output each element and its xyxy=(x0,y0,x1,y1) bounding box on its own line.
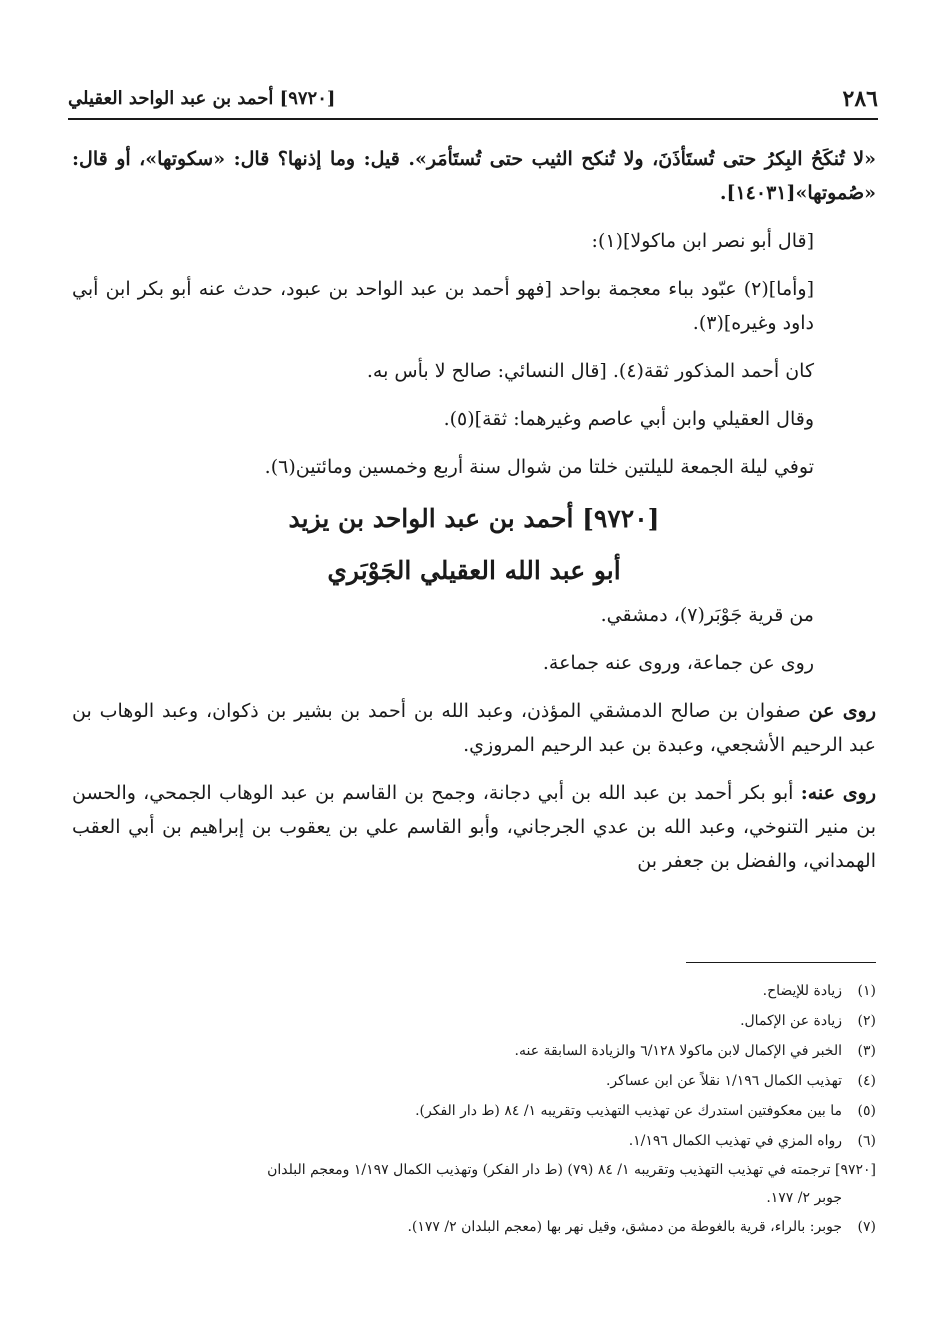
paragraph: روى عن جماعة، وروى عنه جماعة. xyxy=(542,652,814,674)
footnote-number: (٥) xyxy=(857,1103,876,1119)
footnote xyxy=(72,1036,876,1066)
footnote xyxy=(72,1126,876,1156)
footnote-number: (٤) xyxy=(857,1073,876,1089)
footnote-text: الخبر في الإكمال لابن ماكولا ٦/١٢٨ والزيادة السابقة عنه. xyxy=(514,1043,842,1059)
footnote-separator xyxy=(686,962,876,963)
biography-footnote: [٩٧٢٠] ترجمته في تهذيب التهذيب وتقريبه ١/ ٨٤ (٧٩) (ط دار الفكر) وتهذيب الكمال ١/١٩٧ ومعجم البلدان xyxy=(267,1162,876,1178)
footnote-text: تهذيب الكمال ١/١٩٦ نقلاً عن ابن عساكر. xyxy=(605,1073,842,1089)
footnote-number: (٣) xyxy=(857,1043,876,1059)
entry-subtitle: أبو عبد الله العقيلي الجَوْبَري xyxy=(327,556,621,585)
paragraph: [وأما](٢) عبّود بباء معجمة بواحد [فهو أحمد بن عبد الواحد بن عبود، حدث عنه أبو بكر ابن أبي داود وغيره](٣). xyxy=(72,278,814,334)
biography-footnote-continuation: جوبر ٢/ ١٧٧. xyxy=(766,1190,842,1206)
hadith-paragraph: «لا تُنكَحُ البِكرُ حتى تُستَأذَنَ، ولا تُنكح الثيب حتى تُستَأمَر». قيل: وما إذنها؟ قال: «سكوتها»، أو قال: «صُموتها»[١٤٠٣١]. xyxy=(72,148,876,204)
main-text xyxy=(72,142,876,892)
footnote-number: (٧) xyxy=(857,1219,876,1235)
footnote xyxy=(72,1066,876,1096)
paragraph: توفي ليلة الجمعة لليلتين خلتا من شوال سنة أربع وخمسين ومائتين(٦). xyxy=(264,456,814,478)
footnote-text: زيادة للإيضاح. xyxy=(762,983,842,999)
footnote-number: (١) xyxy=(857,983,876,999)
footnote-number: (٦) xyxy=(857,1133,876,1149)
paragraph-text: أبو بكر أحمد بن عبد الله بن أبي دجانة، وجمح بن القاسم بن عبد الوهاب الجمحي، والحسن بن منير التنوخي، وعبد الله بن عدي الجرجاني، وأبو القاسم علي بن يعقوب بن إبراهيم بن أبي العقب الهمداني، والفضل بن جعفر بن xyxy=(72,782,876,872)
footnote-number: (٢) xyxy=(857,1013,876,1029)
paragraph: وقال العقيلي وابن أبي عاصم وغيرهما: ثقة](٥). xyxy=(443,408,814,430)
page-header xyxy=(68,84,878,120)
footnote-text: رواه المزي في تهذيب الكمال ١/١٩٦. xyxy=(628,1133,842,1149)
footnote-text: جوبر: بالراء، قرية بالغوطة من دمشق، وقيل نهر بها (معجم البلدان ٢/ ١٧٧). xyxy=(407,1219,842,1235)
narrated-from-paragraph xyxy=(72,694,876,762)
paragraph: كان أحمد المذكور ثقة(٤). [قال النسائي: صالح لا بأس به. xyxy=(366,360,814,382)
footnote xyxy=(72,1212,876,1242)
footnote-text: زيادة عن الإكمال. xyxy=(740,1013,842,1029)
paragraph: من قرية جَوْبَر(٧)، دمشقي. xyxy=(600,604,814,626)
footnote xyxy=(72,1006,876,1036)
footnote xyxy=(72,1096,876,1126)
entry-title: [٩٧٢٠] أحمد بن عبد الواحد بن يزيد xyxy=(288,504,660,533)
narrated-by-paragraph xyxy=(72,776,876,878)
footnotes xyxy=(72,976,876,1242)
footnote-text: ما بين معكوفتين استدرك عن تهذيب التهذيب وتقريبه ١/ ٨٤ (ط دار الفكر). xyxy=(415,1103,842,1119)
page-number: ٢٨٦ xyxy=(842,86,878,112)
paragraph-text: صفوان بن صالح الدمشقي المؤذن، وعبد الله بن أحمد بن بشير بن ذكوان، وعبد الوهاب بن عبد الرحيم الأشجعي، وعبدة بن عبد الرحيم المروزي. xyxy=(72,700,876,756)
section-label: روى عنه: xyxy=(800,782,876,804)
paragraph: [قال أبو نصر ابن ماكولا](١): xyxy=(591,230,814,252)
running-title: [٩٧٢٠] أحمد بن عبد الواحد العقيلي xyxy=(68,88,336,109)
footnote xyxy=(72,976,876,1006)
section-label: روى عن xyxy=(808,700,876,722)
